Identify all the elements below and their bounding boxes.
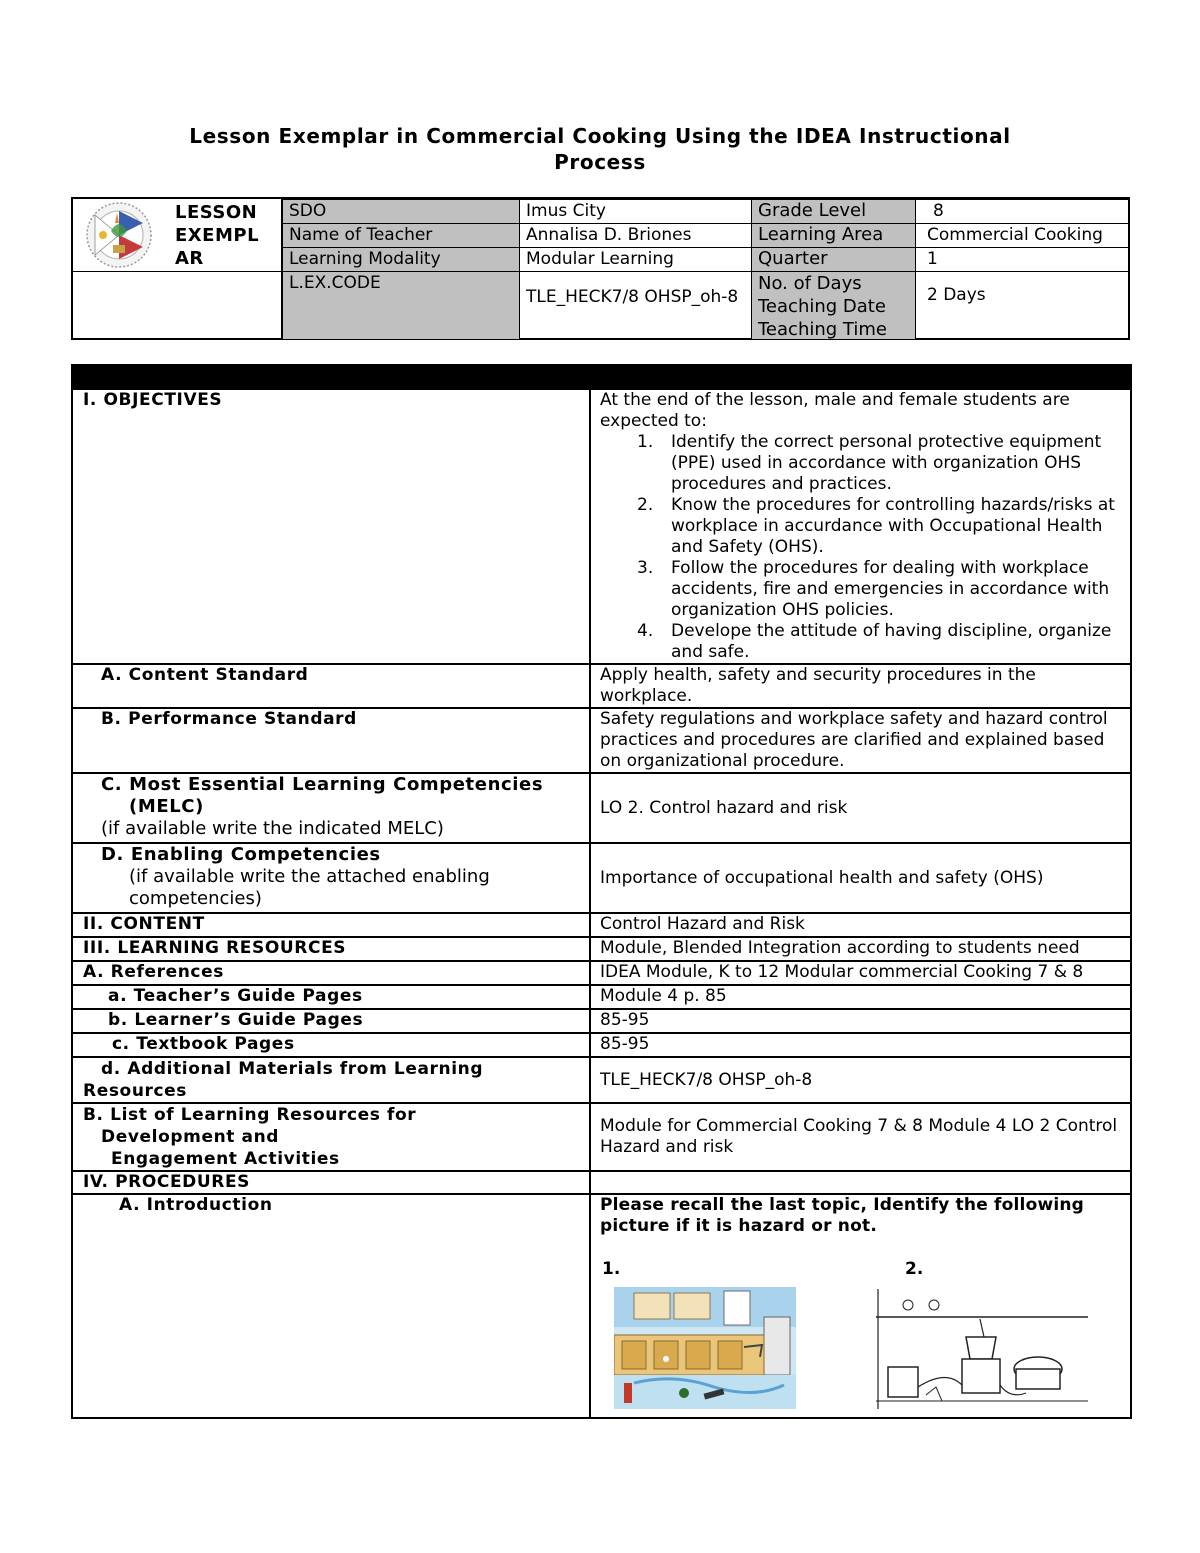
appliances-hazard-image bbox=[876, 1289, 1088, 1409]
grade-value: 8 bbox=[915, 199, 1130, 224]
picture-2-number: 2. bbox=[905, 1259, 924, 1279]
melc-value: LO 2. Control hazard and risk bbox=[590, 773, 1131, 843]
logo-cell bbox=[73, 199, 282, 271]
objectives-list bbox=[600, 432, 1130, 663]
list-of-resources-value: Module for Commercial Cooking 7 & 8 Module 4 LO 2 Control Hazard and risk bbox=[590, 1103, 1131, 1171]
content-row bbox=[72, 913, 1131, 937]
learners-guide-label: b. Learner’s Guide Pages bbox=[108, 1010, 364, 1030]
performance-standard-value: Safety regulations and workplace safety and hazard control practices and procedures are clarified and explained based on organizational procedure. bbox=[590, 708, 1131, 773]
title-line-2: Process bbox=[554, 150, 646, 174]
introduction-instruction: Please recall the last topic, Identify the following picture if it is hazard or not. bbox=[600, 1195, 1085, 1236]
additional-materials-value: TLE_HECK7/8 OHSP_oh-8 bbox=[590, 1057, 1131, 1103]
melc-hint: (if available write the indicated MELC) bbox=[101, 818, 444, 839]
references-label: A. References bbox=[83, 962, 224, 982]
teacher-label: Name of Teacher bbox=[282, 223, 520, 248]
list-of-resources-row: B. List of Learning Resources for Development and Engagement Activities Module for Commercial Cooking 7 & 8 Module 4 LO 2 Control Hazard and risk bbox=[72, 1103, 1131, 1171]
performance-standard-label: B. Performance Standard bbox=[101, 709, 357, 729]
days-label: No. of Days bbox=[758, 273, 862, 294]
date-label: Teaching Date bbox=[758, 296, 886, 317]
content-standard-label: A. Content Standard bbox=[101, 665, 309, 685]
list-item: 2. Know the procedures for controlling hazards/risks at workplace in accurdance with Occupational Health and Safety (OHS). bbox=[637, 495, 1115, 557]
learners-guide-row bbox=[72, 1009, 1131, 1033]
textbook-value: 85-95 bbox=[590, 1033, 1131, 1057]
sdo-value: Imus City bbox=[519, 199, 752, 224]
objectives-row bbox=[72, 389, 1131, 664]
enabling-hint: (if available write the attached enabling competencies) bbox=[129, 866, 490, 909]
references-value: IDEA Module, K to 12 Modular commercial Cooking 7 & 8 bbox=[590, 961, 1131, 985]
sdo-label: SDO bbox=[282, 199, 520, 224]
teacher-value: Annalisa D. Briones bbox=[519, 223, 752, 248]
references-row bbox=[72, 961, 1131, 985]
kitchen-hazard-image bbox=[614, 1287, 796, 1409]
grade-label: Grade Level bbox=[751, 199, 916, 224]
enabling-competencies-row bbox=[72, 843, 1131, 913]
code-label: L.EX.CODE bbox=[282, 271, 520, 340]
content-standard-value: Apply health, safety and security procedures in the workplace. bbox=[590, 664, 1131, 708]
enabling-value: Importance of occupational health and safety (OHS) bbox=[590, 843, 1131, 913]
days-value: 2 Days bbox=[915, 271, 1130, 340]
learners-guide-value: 85-95 bbox=[590, 1009, 1131, 1033]
enabling-label: D. Enabling Competencies bbox=[101, 844, 381, 865]
quarter-label: Quarter bbox=[751, 247, 916, 272]
learning-resources-row bbox=[72, 937, 1131, 961]
learning-resources-value: Module, Blended Integration according to students need bbox=[590, 937, 1131, 961]
picture-1-number: 1. bbox=[602, 1259, 621, 1279]
teachers-guide-value: Module 4 p. 85 bbox=[590, 985, 1131, 1009]
melc-row: C. Most Essential Learning Competencies (MELC) (if available write the indicated MELC) LO 2. Control hazard and risk bbox=[72, 773, 1131, 843]
code-value: TLE_HECK7/8 OHSP_oh-8 bbox=[519, 271, 752, 340]
quarter-value: 1 bbox=[915, 247, 1130, 272]
learning-resources-label: III. LEARNING RESOURCES bbox=[83, 938, 347, 958]
additional-materials-label: d. Additional Materials from Learning Resources bbox=[83, 1059, 484, 1101]
list-item: 3. Follow the procedures for dealing with workplace accidents, fire and emergencies in accordance with organization OHS policies. bbox=[637, 558, 1110, 620]
list-item: 1. Identify the correct personal protective equipment (PPE) used in accordance with organization OHS procedures and practices. bbox=[637, 432, 1102, 494]
content-label: II. CONTENT bbox=[83, 914, 205, 934]
introduction-label: A. Introduction bbox=[119, 1195, 273, 1215]
table-header-bar bbox=[72, 365, 1131, 389]
textbook-label: c. Textbook Pages bbox=[112, 1034, 295, 1054]
title-line-1: Lesson Exemplar in Commercial Cooking Using the IDEA Instructional bbox=[189, 124, 1011, 148]
introduction-row bbox=[72, 1194, 1131, 1418]
lesson-exemplar-label: LESSON EXEMPL AR bbox=[175, 202, 260, 269]
empty-cell bbox=[73, 271, 282, 340]
lesson-header-table bbox=[71, 197, 1130, 340]
content-value: Control Hazard and Risk bbox=[590, 913, 1131, 937]
document-title bbox=[0, 123, 1200, 175]
list-of-resources-label: B. List of Learning Resources for bbox=[83, 1105, 417, 1125]
area-label: Learning Area bbox=[751, 223, 916, 248]
area-value: Commercial Cooking bbox=[915, 223, 1130, 248]
days-date-time-labels bbox=[751, 271, 916, 340]
modality-value: Modular Learning bbox=[519, 247, 752, 272]
time-label: Teaching Time bbox=[758, 319, 887, 340]
teachers-guide-label: a. Teacher’s Guide Pages bbox=[108, 986, 363, 1006]
textbook-row bbox=[72, 1033, 1131, 1057]
additional-materials-row bbox=[72, 1057, 1131, 1103]
melc-label: C. Most Essential Learning Competencies bbox=[101, 774, 544, 795]
list-item: 4. Develope the attitude of having discipline, organize and safe. bbox=[637, 621, 1112, 662]
lesson-plan-table bbox=[71, 364, 1132, 1419]
modality-label: Learning Modality bbox=[282, 247, 520, 272]
deped-seal-icon bbox=[81, 201, 157, 269]
content-standard-row bbox=[72, 664, 1131, 708]
teachers-guide-row bbox=[72, 985, 1131, 1009]
procedures-label: IV. PROCEDURES bbox=[83, 1172, 251, 1192]
objectives-label: I. OBJECTIVES bbox=[83, 390, 223, 410]
performance-standard-row bbox=[72, 708, 1131, 773]
procedures-row bbox=[72, 1171, 1131, 1194]
objectives-intro: At the end of the lesson, male and female students are expected to: bbox=[600, 390, 1070, 431]
